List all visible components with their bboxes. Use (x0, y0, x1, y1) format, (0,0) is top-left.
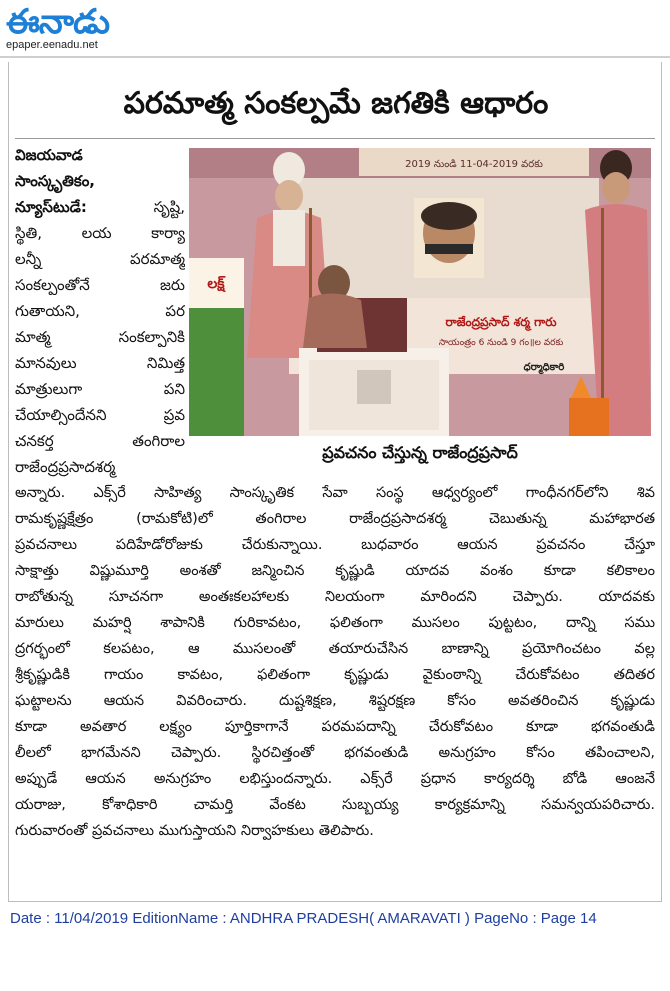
body-line: ఘట్టాలను ఆయన వివరించారు. దుష్టశిక్షణ, శిష్టరక్షణ కోసం అవతరించిన కృష్ణుడు (15, 693, 655, 709)
body-line: అన్నారు. ఎక్స్‌రే సాహిత్య సాంస్కృతిక సేవా సంస్థ ఆధ్వర్యంలో గాంధీనగర్‌లోని శివ (15, 485, 655, 501)
lead-line: సంకల్పంతోనే జరు (15, 276, 185, 294)
news-clipping (8, 62, 662, 902)
lead-line: న్యూస్‌టుడే: సృష్టి, (15, 198, 185, 216)
body-line: ద్రగర్భంలో కలపటం, ఆ ముసలంతో తయారుచేసిన బాణాన్ని ప్రయోగించటం వల్ల (15, 641, 655, 657)
lead-line: చేయాల్సిందేనని ప్రవ (15, 406, 185, 424)
dateline-section: సాంస్కృతికం, (15, 172, 95, 190)
body-line: మారులు మహర్షి శాపానికి గురికావటం, ఫలితంగా ముసలం పుట్టటం, దాన్ని సము (15, 615, 655, 631)
article-body (15, 480, 655, 844)
lead-line: రాజేంద్రప్రసాదశర్మ (15, 458, 116, 476)
lead-line: మాత్రులుగా పని (15, 380, 185, 398)
board-name-text: రాజేంద్రప్రసాద్ శర్మ గారు (445, 315, 557, 329)
body-line: రాబోతున్న సూచనగా అంతఃకలహాలకు నిలయంగా మారిందని చెప్పారు. యాదవకు (15, 589, 655, 605)
board-time-text: సాయంత్రం 6 నుండి 9 గం॥ల వరకు (438, 338, 564, 348)
dateline-place: విజయవాడ (15, 146, 83, 164)
body-line: గురువారంతో ప్రవచనాలు ముగుస్తాయని నిర్వాహకులు తెలిపారు. (15, 823, 374, 839)
body-line: అప్పుడే ఆయన అనుగ్రహం లభిస్తుందన్నారు. ఎక్స్‌రే ప్రధాన కార్యదర్శి బోడి ఆంజనే (15, 771, 655, 787)
article-headline: పరమాత్మ సంకల్పమే జగతికి ఆధారం (123, 86, 549, 121)
body-line: సాక్షాత్తు విష్ణుమూర్తి అంశతో జన్మించిన కృష్ణుడి యాదవ వంశం కూడా కలికాలం (15, 563, 655, 579)
board-role-text: ధర్మాధికారి (523, 362, 565, 373)
lead-line: లన్నీ పరమాత్మ (15, 250, 185, 268)
body-line: రామకృష్ణక్షేత్రం (రామకోటి)లో తంగిరాల రాజేంద్రప్రసాదశర్మ చెబుతున్న మహాభారత (15, 511, 655, 527)
lead-line: మాత్మ సంకల్పానికి (15, 328, 185, 346)
body-line: ప్రవచనాలు పదిహేడోరోజుకు చేరుకున్నాయి. బుధవారం ఆయన ప్రవచనం చేస్తూ (15, 537, 655, 553)
event-photo-illustration (189, 148, 651, 436)
banner-date-text: 2019 నుండి 11-04-2019 వరకు (405, 159, 543, 170)
lead-line: మానవులు నిమిత్త (15, 354, 185, 372)
site-url[interactable]: epaper.eenadu.net (6, 39, 98, 51)
lead-line: చనకర్త తంగిరాల (15, 432, 185, 450)
side-sign-text: లక్ష్ (207, 276, 225, 292)
body-line: కూడా అవతార లక్ష్యం పూర్తికాగానే పరమపదాన్ని చేరుకోవటం కూడా భగవంతుడి (15, 719, 655, 735)
masthead (0, 0, 670, 60)
event-photo (189, 148, 651, 436)
eenadu-logo[interactable]: ఈనాడు (6, 2, 110, 42)
body-line: యరాజు, కోశాధికారి చామర్తి వేంకట సుబ్బయ్య కార్యక్రమాన్ని సమన్వయపరిచారు. (15, 797, 655, 813)
edition-footer: Date : 11/04/2019 EditionName : ANDHRA PRADESH( AMARAVATI ) PageNo : Page 14 (10, 910, 597, 927)
body-line: లీలలో భాగమేనని చెప్పారు. స్థిరచిత్తంతో భగవంతుడి అనుగ్రహం కోసం తపించాలని, (15, 745, 655, 761)
masthead-divider (0, 56, 670, 58)
photo-caption: ప్రవచనం చేస్తున్న రాజేంద్రప్రసాద్ (322, 443, 518, 462)
lead-line: స్థితి, లయ కార్యా (15, 224, 185, 242)
body-line: శ్రీకృష్ణుడికి గాయం కావటం, ఫలితంగా కృష్ణుడు వైకుంఠాన్ని చేరుకోవటం తదితర (15, 667, 655, 683)
lead-column (15, 142, 185, 480)
headline-divider (15, 138, 655, 139)
lead-line: గుతాయని, పర (15, 302, 185, 320)
